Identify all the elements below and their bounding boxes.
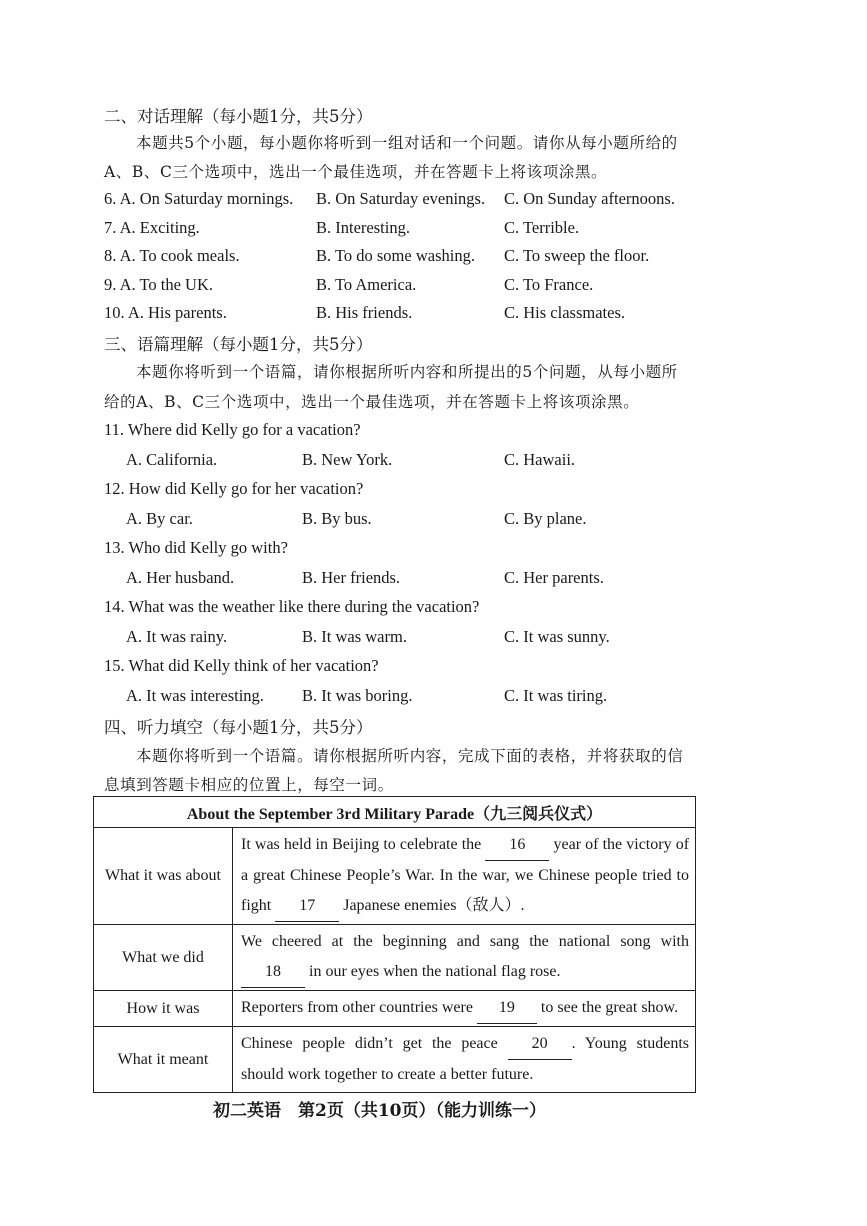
q13-option-b: B. Her friends. (302, 568, 401, 587)
row1-text-part3: Japanese enemies（敌人）. (343, 897, 525, 914)
q12-option-a: A. By car. (126, 509, 193, 528)
section-4-instruction-line2: 息填到答题卡相应的位置上，每空一词。 (104, 776, 394, 794)
q8-option-c: C. To sweep the floor. (504, 246, 650, 265)
q14-question: 14. What was the weather like there during the vacation? (104, 597, 480, 616)
q10-option-b: B. His friends. (316, 303, 413, 322)
q14-option-a: A. It was rainy. (126, 627, 228, 646)
q8-option-b: B. To do some washing. (316, 246, 475, 265)
section-3-heading: 三、语篇理解（每小题1分，共5分） (104, 335, 373, 354)
q10-option-c: C. His classmates. (504, 303, 625, 322)
row1-text-part1: It was held in Beijing to celebrate the (241, 836, 482, 853)
section-3-instruction-line1: 本题你将听到一个语篇，请你根据所听内容和所提出的5个问题，从每小题所 (136, 363, 678, 381)
blank-18: 18 (241, 957, 305, 988)
q10-option-a: 10. A. His parents. (104, 303, 227, 322)
parade-table (93, 796, 696, 1093)
row-content-how (233, 991, 696, 1027)
q7-option-c: C. Terrible. (504, 218, 580, 237)
blank-19: 19 (477, 993, 537, 1024)
q7-option-b: B. Interesting. (316, 218, 410, 237)
section-2-heading: 二、对话理解（每小题1分，共5分） (104, 107, 373, 126)
q13-option-c: C. Her parents. (504, 568, 604, 587)
row-label-did: What we did (94, 925, 233, 991)
q12-question: 12. How did Kelly go for her vacation? (104, 479, 364, 498)
row-content-about (233, 828, 696, 925)
q7-option-a: 7. A. Exciting. (104, 218, 200, 237)
q13-question: 13. Who did Kelly go with? (104, 538, 288, 557)
row2-text-part1: We cheered at the beginning and sang the national song with (241, 933, 689, 950)
blank-16: 16 (485, 830, 549, 861)
row2-text-part2: in our eyes when the national flag rose. (309, 963, 561, 980)
row1-text-part2: year of the victory of a great Chinese People’s War. In the war, we Chinese people tried to fight (241, 836, 690, 914)
q9-option-b: B. To America. (316, 275, 417, 294)
q12-option-b: B. By bus. (302, 509, 372, 528)
row3-text-part2: to see the great show. (540, 999, 679, 1016)
row-label-how: How it was (94, 991, 233, 1027)
page-footer: 初二英语 第2页（共10页）（能力训练一） (213, 1101, 546, 1121)
row-label-about: What it was about (94, 828, 233, 925)
blank-20: 20 (508, 1029, 572, 1060)
row-label-meant: What it meant (94, 1027, 233, 1093)
q11-question: 11. Where did Kelly go for a vacation? (104, 420, 361, 439)
row4-text-part1: Chinese people didn’t get the peace (241, 1035, 498, 1052)
section-2-instruction-line1: 本题共5个小题，每小题你将听到一组对话和一个问题。请你从每小题所给的 (136, 134, 678, 152)
q6-option-b: B. On Saturday evenings. (316, 189, 486, 208)
q14-option-c: C. It was sunny. (504, 627, 610, 646)
q12-option-c: C. By plane. (504, 509, 587, 528)
q15-option-c: C. It was tiring. (504, 686, 608, 705)
row-content-meant (233, 1027, 696, 1093)
row3-text-part1: Reporters from other countries were (241, 999, 473, 1016)
row-content-did (233, 925, 696, 991)
q8-option-a: 8. A. To cook meals. (104, 246, 240, 265)
q9-option-c: C. To France. (504, 275, 594, 294)
row4-text-part2: . Young students should work together to create a better future. (241, 1035, 690, 1083)
q14-option-b: B. It was warm. (302, 627, 407, 646)
q11-option-b: B. New York. (302, 450, 393, 469)
section-4-heading: 四、听力填空（每小题1分，共5分） (104, 718, 373, 737)
q15-question: 15. What did Kelly think of her vacation? (104, 656, 379, 675)
q9-option-a: 9. A. To the UK. (104, 275, 213, 294)
q6-option-c: C. On Sunday afternoons. (504, 189, 675, 208)
q15-option-a: A. It was interesting. (126, 686, 264, 705)
q11-option-a: A. California. (126, 450, 218, 469)
section-3-instruction-line2: 给的A、B、C三个选项中，选出一个最佳选项，并在答题卡上将该项涂黑。 (104, 393, 640, 411)
table-title: About the September 3rd Military Parade（九三阅兵仪式） (94, 797, 696, 828)
section-4-instruction-line1: 本题你将听到一个语篇。请你根据所听内容，完成下面的表格，并将获取的信 (136, 747, 684, 765)
q15-option-b: B. It was boring. (302, 686, 413, 705)
q6-option-a: 6. A. On Saturday mornings. (104, 189, 294, 208)
q13-option-a: A. Her husband. (126, 568, 235, 587)
section-2-instruction-line2: A、B、C三个选项中，选出一个最佳选项，并在答题卡上将该项涂黑。 (104, 163, 608, 181)
blank-17: 17 (275, 891, 339, 922)
q11-option-c: C. Hawaii. (504, 450, 576, 469)
